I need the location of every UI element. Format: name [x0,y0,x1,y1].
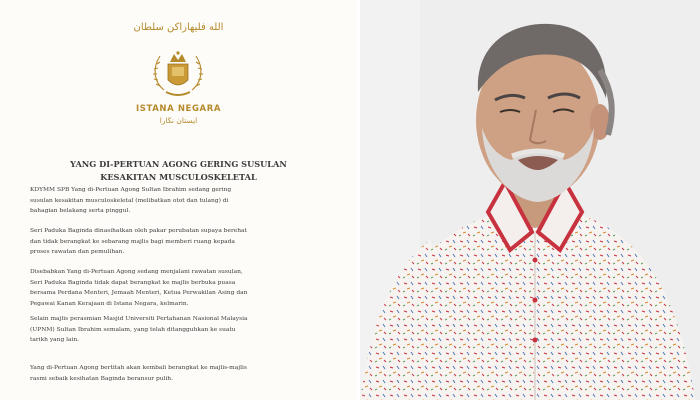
jawi-header: الله فليهاراكن سلطان [133,22,224,33]
paragraph-line: Pegawai Kanan Kerajaan di Istana Negara, kelmarin. [30,300,189,307]
paragraph-line: Selain majlis perasmian Masjid Universiti Pertahanan Nasional Malaysia [30,316,248,322]
crest-subtitle: ايستان نڬارا [159,116,198,125]
paragraph-line: rasmi sebaik kesihatan Baginda beransur pulih. [30,375,173,382]
portrait-photo [360,0,700,400]
statement-headline [20,158,337,184]
royal-crest-icon [146,46,210,102]
headline-line: YANG DI-PERTUAN AGONG GERING SUSULAN [70,159,287,169]
paragraph [30,314,330,346]
paragraph-line: bahagian belakang serta pinggul. [30,208,131,214]
paragraph-line: proses rawatan dan pemulihan. [30,249,125,255]
paragraph-line: Disebabkan Yang di-Pertuan Agong sedang menjalani rawatan susulan, [30,269,243,275]
paragraph [30,226,330,258]
paragraph-line: (UPNM) Sultan Ibrahim semalam, yang telah ditangguhkan ke suatu [30,326,236,333]
paragraph-line: bersama Perdana Menteri, Jemaah Menteri, Ketua Perwakilan Asing dan [30,290,248,296]
paragraph-line: susulan kesakitan musculoskeletal (melibatkan otot dan tulang) di [30,197,229,204]
paragraph-line: Seri Paduka Baginda dinasihatkan oleh pakar perubatan supaya berehat [30,228,247,234]
paragraph [30,363,330,384]
paragraph-line: tarikh yang lain. [30,337,80,343]
headline-line: KESAKITAN MUSCULOSKELETAL [100,172,257,182]
crest-title: ISTANA NEGARA [135,104,222,114]
paragraph-line: KDYMM SPB Yang di-Pertuan Agong Sultan Ibrahim sedang gering [30,187,232,193]
paragraph [30,185,330,217]
paragraph-line: dan tidak berangkat ke sebarang majlis bagi memberi ruang kepada [30,238,235,245]
paragraph-line: Seri Paduka Baginda tidak dapat berangkat ke majlis berbuka puasa [30,279,236,286]
paragraph-line: Yang di-Pertuan Agong bertitah akan kembali berangkat ke majlis-majlis [30,365,247,371]
paragraph [30,267,330,309]
